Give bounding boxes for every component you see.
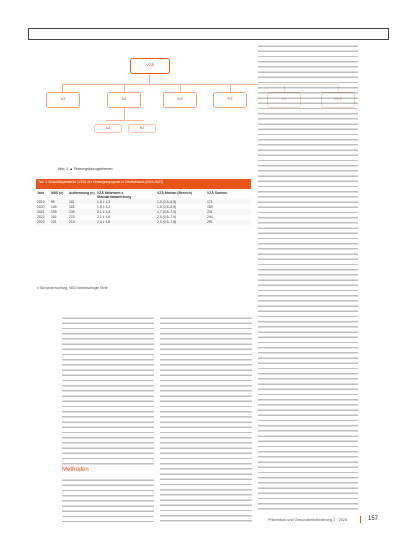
table-header-cell: VZÄ Mittelwert ± Standardabweichung — [97, 190, 132, 199]
table-row: 2020 105 118 1,8 ± 1,2 1,5 (0,5–6,5) 189 — [37, 204, 213, 209]
table-header-cell: Jahr — [37, 190, 45, 195]
table-header-cell: NBS (n) — [51, 190, 64, 195]
footer-divider — [360, 516, 361, 523]
body-text-column-left — [62, 316, 154, 466]
table-footnote: n Stichprobenumfang, NBS Netzbeauftragte Stelle — [37, 286, 109, 290]
table-header-row — [36, 190, 251, 199]
figure-node: VZ — [46, 92, 80, 108]
figure-node: KZ — [163, 92, 197, 108]
data-table — [36, 190, 251, 225]
table-header-cell: VZÄ Median (Bereich) — [157, 190, 193, 195]
table-header-cell: VZÄ Summe — [207, 190, 227, 195]
table-row: 2019 95 161 1,8 ± 1,3 1,5 (0,5–6,5) 171 — [36, 199, 251, 204]
figure-node-root: VZÄ — [130, 58, 170, 74]
journal-footer: Prävention und Gesundheitsförderung 2 · 2025 — [268, 518, 348, 522]
figure-subnode: AZ — [94, 124, 122, 133]
table-row: 2022 116 223 2,1 ± 1,5 2,0 (0,5–7,0) 244 — [37, 215, 213, 220]
figure-subnode: HZ — [128, 124, 156, 133]
table-header-cell: Auftrennung (n) — [69, 190, 95, 195]
figure-node: PZ — [213, 92, 247, 108]
section-heading: Methoden — [62, 467, 89, 473]
page-number: 157 — [368, 516, 379, 522]
body-text-column-right — [258, 44, 358, 510]
body-text-methods — [62, 478, 154, 522]
table-row: 2023 121 215 2,4 ± 1,8 2,0 (0,5–7,8) 291 — [36, 220, 251, 225]
page-header-box — [28, 28, 389, 40]
figure-node: ÄZ — [107, 92, 141, 108]
figure-caption: Abb. 1 ▲ Planungsbezugsebenen — [58, 167, 113, 171]
table-row: 2021 109 139 2,1 ± 1,4 1,7 (0,5–7,0) 231 — [36, 209, 251, 214]
body-text-column-middle — [160, 316, 252, 522]
table-title: Tab. 1 Vollzeitäquivalente (VZÄ) der Versorgungsquote in Deutschland (2019-2023) — [36, 179, 251, 189]
